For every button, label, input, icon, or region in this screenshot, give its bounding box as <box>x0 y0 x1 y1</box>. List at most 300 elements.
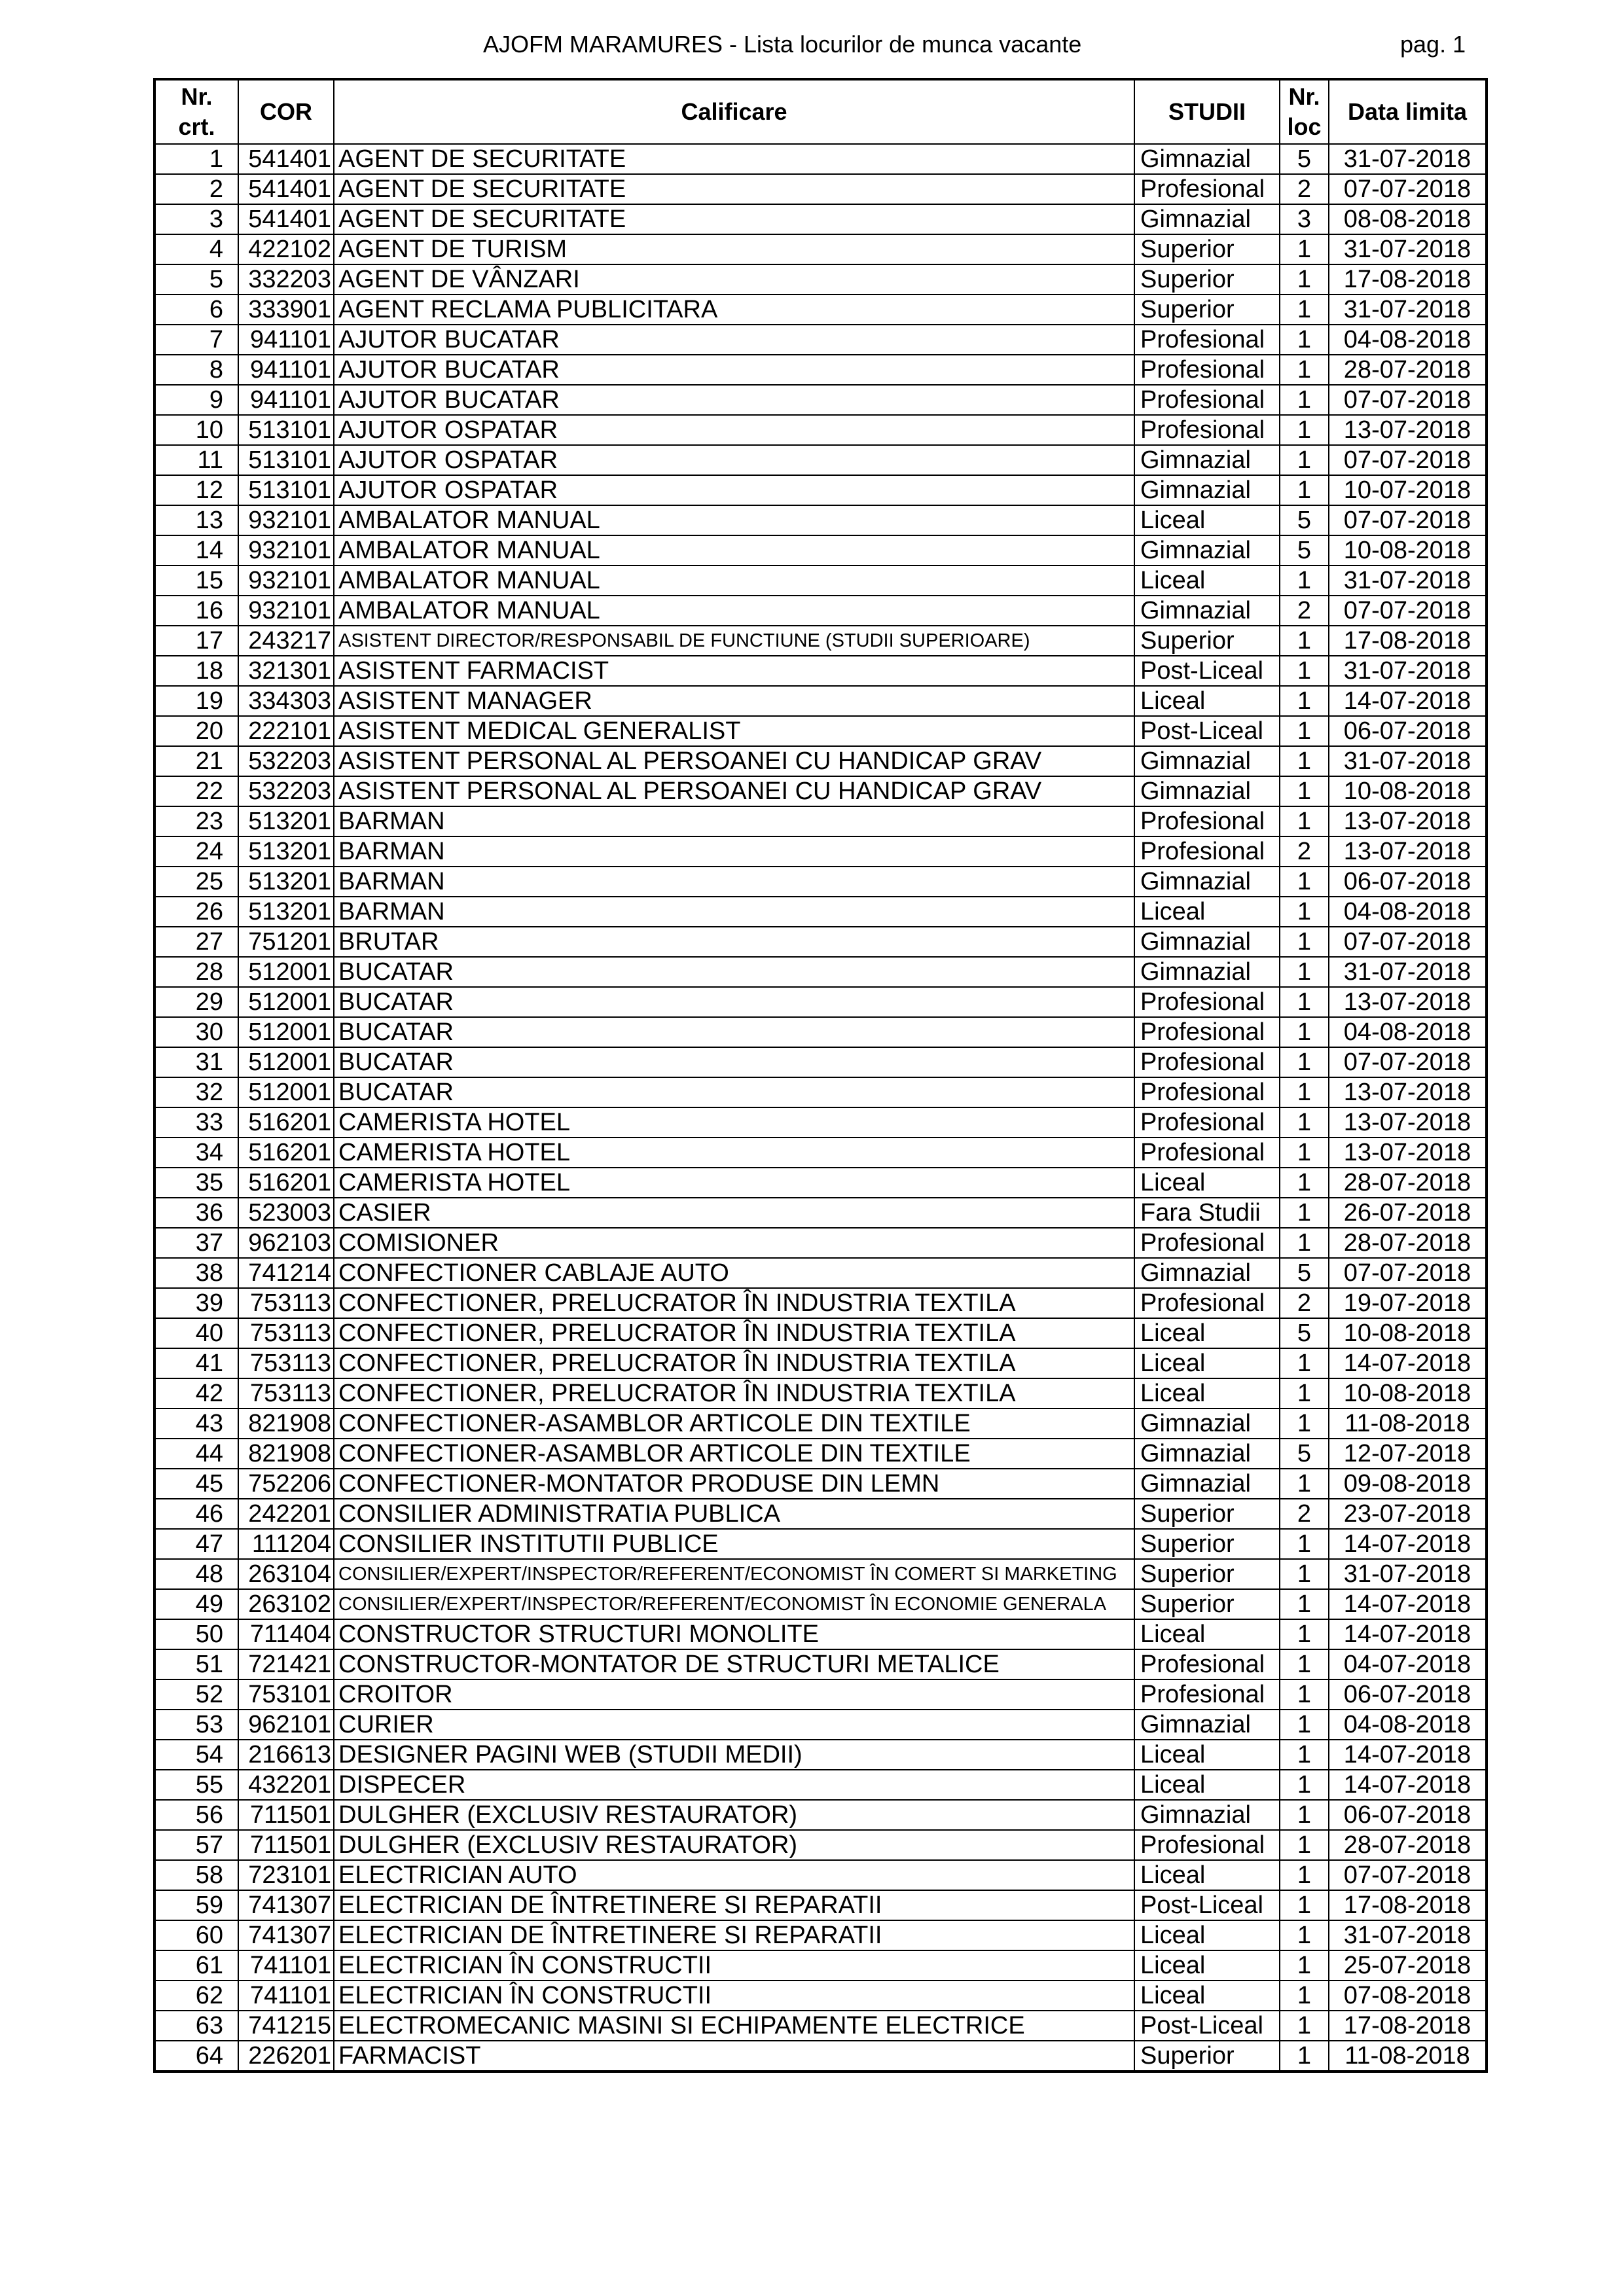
cell-nr-crt: 48 <box>154 1559 238 1589</box>
cell-calificare: BUCATAR <box>334 1017 1134 1047</box>
cell-nr-loc: 1 <box>1280 1228 1329 1258</box>
cell-cor: 333901 <box>238 295 334 325</box>
cell-data-limita: 07-07-2018 <box>1329 927 1487 957</box>
cell-data-limita: 10-07-2018 <box>1329 475 1487 505</box>
cell-data-limita: 07-07-2018 <box>1329 1047 1487 1077</box>
cell-calificare: CONFECTIONER CABLAJE AUTO <box>334 1258 1134 1288</box>
table-row <box>154 415 1487 445</box>
cell-studii: Gimnazial <box>1134 204 1280 234</box>
cell-calificare: CAMERISTA HOTEL <box>334 1138 1134 1168</box>
cell-nr-loc: 2 <box>1280 1499 1329 1529</box>
cell-nr-loc: 1 <box>1280 1378 1329 1408</box>
cell-data-limita: 28-07-2018 <box>1329 1228 1487 1258</box>
cell-calificare: AGENT DE SECURITATE <box>334 174 1134 204</box>
cell-studii: Gimnazial <box>1134 535 1280 565</box>
cell-studii: Post-Liceal <box>1134 1890 1280 1920</box>
cell-nr-crt: 13 <box>154 505 238 535</box>
cell-cor: 752206 <box>238 1469 334 1499</box>
cell-cor: 962103 <box>238 1228 334 1258</box>
cell-nr-loc: 1 <box>1280 1981 1329 2011</box>
cell-calificare: ASISTENT FARMACIST <box>334 656 1134 686</box>
table-row <box>154 656 1487 686</box>
cell-calificare: AMBALATOR MANUAL <box>334 565 1134 596</box>
table-row <box>154 1981 1487 2011</box>
cell-nr-crt: 19 <box>154 686 238 716</box>
cell-nr-crt: 3 <box>154 204 238 234</box>
table-row <box>154 204 1487 234</box>
cell-studii: Superior <box>1134 1499 1280 1529</box>
cell-calificare: AJUTOR BUCATAR <box>334 385 1134 415</box>
cell-calificare: CONFECTIONER-ASAMBLOR ARTICOLE DIN TEXTILE <box>334 1439 1134 1469</box>
cell-studii: Gimnazial <box>1134 445 1280 475</box>
cell-cor: 753113 <box>238 1318 334 1348</box>
cell-cor: 741214 <box>238 1258 334 1288</box>
cell-nr-crt: 42 <box>154 1378 238 1408</box>
cell-cor: 263102 <box>238 1589 334 1619</box>
cell-nr-crt: 20 <box>154 716 238 746</box>
col-header-studii: STUDII <box>1134 79 1280 144</box>
cell-calificare: AJUTOR OSPATAR <box>334 415 1134 445</box>
cell-nr-loc: 1 <box>1280 1348 1329 1378</box>
cell-cor: 751201 <box>238 927 334 957</box>
cell-data-limita: 13-07-2018 <box>1329 1107 1487 1138</box>
cell-cor: 741307 <box>238 1920 334 1950</box>
cell-studii: Liceal <box>1134 1619 1280 1649</box>
cell-data-limita: 14-07-2018 <box>1329 1348 1487 1378</box>
table-row <box>154 1138 1487 1168</box>
cell-calificare: CONSILIER INSTITUTII PUBLICE <box>334 1529 1134 1559</box>
cell-data-limita: 07-07-2018 <box>1329 385 1487 415</box>
cell-studii: Profesional <box>1134 987 1280 1017</box>
table-row <box>154 1679 1487 1710</box>
cell-cor: 821908 <box>238 1439 334 1469</box>
table-row <box>154 1529 1487 1559</box>
cell-nr-loc: 1 <box>1280 867 1329 897</box>
cell-cor: 721421 <box>238 1649 334 1679</box>
cell-data-limita: 14-07-2018 <box>1329 1619 1487 1649</box>
cell-data-limita: 11-08-2018 <box>1329 1408 1487 1439</box>
cell-nr-loc: 2 <box>1280 836 1329 867</box>
cell-data-limita: 07-07-2018 <box>1329 1258 1487 1288</box>
cell-nr-crt: 44 <box>154 1439 238 1469</box>
cell-nr-loc: 1 <box>1280 1559 1329 1589</box>
cell-studii: Profesional <box>1134 1077 1280 1107</box>
cell-nr-loc: 1 <box>1280 264 1329 295</box>
cell-calificare: FARMACIST <box>334 2041 1134 2072</box>
table-row <box>154 1198 1487 1228</box>
table-row <box>154 1348 1487 1378</box>
cell-calificare: AGENT DE SECURITATE <box>334 204 1134 234</box>
table-body <box>154 144 1487 2072</box>
cell-calificare: BUCATAR <box>334 1077 1134 1107</box>
cell-nr-loc: 1 <box>1280 1107 1329 1138</box>
cell-data-limita: 14-07-2018 <box>1329 1740 1487 1770</box>
table-row <box>154 897 1487 927</box>
cell-cor: 432201 <box>238 1770 334 1800</box>
table-row <box>154 1950 1487 1981</box>
cell-nr-loc: 1 <box>1280 1408 1329 1439</box>
cell-nr-loc: 1 <box>1280 1047 1329 1077</box>
cell-nr-loc: 1 <box>1280 445 1329 475</box>
cell-data-limita: 17-08-2018 <box>1329 1890 1487 1920</box>
cell-data-limita: 28-07-2018 <box>1329 355 1487 385</box>
cell-studii: Gimnazial <box>1134 776 1280 806</box>
cell-nr-crt: 24 <box>154 836 238 867</box>
table-row <box>154 144 1487 174</box>
cell-nr-loc: 1 <box>1280 1529 1329 1559</box>
cell-nr-crt: 18 <box>154 656 238 686</box>
cell-data-limita: 10-08-2018 <box>1329 776 1487 806</box>
cell-studii: Liceal <box>1134 1318 1280 1348</box>
cell-nr-crt: 61 <box>154 1950 238 1981</box>
cell-nr-crt: 7 <box>154 325 238 355</box>
cell-studii: Profesional <box>1134 1679 1280 1710</box>
cell-cor: 512001 <box>238 1017 334 1047</box>
cell-data-limita: 13-07-2018 <box>1329 415 1487 445</box>
table-row <box>154 626 1487 656</box>
cell-cor: 513201 <box>238 836 334 867</box>
cell-studii: Profesional <box>1134 1047 1280 1077</box>
cell-data-limita: 07-07-2018 <box>1329 596 1487 626</box>
cell-nr-loc: 1 <box>1280 1168 1329 1198</box>
cell-cor: 516201 <box>238 1138 334 1168</box>
cell-nr-crt: 33 <box>154 1107 238 1138</box>
table-row <box>154 596 1487 626</box>
cell-studii: Gimnazial <box>1134 1469 1280 1499</box>
cell-nr-loc: 5 <box>1280 144 1329 174</box>
cell-studii: Liceal <box>1134 1950 1280 1981</box>
cell-nr-crt: 11 <box>154 445 238 475</box>
cell-nr-crt: 46 <box>154 1499 238 1529</box>
cell-calificare: CONSTRUCTOR-MONTATOR DE STRUCTURI METALICE <box>334 1649 1134 1679</box>
cell-nr-crt: 40 <box>154 1318 238 1348</box>
cell-nr-loc: 1 <box>1280 626 1329 656</box>
cell-nr-crt: 15 <box>154 565 238 596</box>
cell-studii: Liceal <box>1134 686 1280 716</box>
table-row <box>154 505 1487 535</box>
cell-nr-loc: 1 <box>1280 987 1329 1017</box>
cell-nr-crt: 30 <box>154 1017 238 1047</box>
cell-studii: Liceal <box>1134 1860 1280 1890</box>
cell-studii: Gimnazial <box>1134 475 1280 505</box>
cell-nr-crt: 37 <box>154 1228 238 1258</box>
cell-data-limita: 13-07-2018 <box>1329 987 1487 1017</box>
cell-cor: 741215 <box>238 2011 334 2041</box>
cell-studii: Profesional <box>1134 355 1280 385</box>
cell-data-limita: 06-07-2018 <box>1329 1800 1487 1830</box>
cell-calificare: AGENT DE TURISM <box>334 234 1134 264</box>
cell-cor: 111204 <box>238 1529 334 1559</box>
cell-calificare: BARMAN <box>334 867 1134 897</box>
cell-studii: Profesional <box>1134 836 1280 867</box>
cell-cor: 516201 <box>238 1168 334 1198</box>
table-row <box>154 234 1487 264</box>
cell-calificare: ELECTRICIAN AUTO <box>334 1860 1134 1890</box>
cell-studii: Profesional <box>1134 1228 1280 1258</box>
cell-calificare: CASIER <box>334 1198 1134 1228</box>
cell-studii: Superior <box>1134 626 1280 656</box>
cell-nr-loc: 1 <box>1280 716 1329 746</box>
cell-studii: Liceal <box>1134 1770 1280 1800</box>
cell-nr-loc: 1 <box>1280 1198 1329 1228</box>
cell-calificare: ELECTROMECANIC MASINI SI ECHIPAMENTE ELECTRICE <box>334 2011 1134 2041</box>
table-row <box>154 1107 1487 1138</box>
cell-nr-crt: 49 <box>154 1589 238 1619</box>
cell-studii: Profesional <box>1134 385 1280 415</box>
cell-nr-crt: 29 <box>154 987 238 1017</box>
cell-cor: 216613 <box>238 1740 334 1770</box>
cell-studii: Profesional <box>1134 1649 1280 1679</box>
table-row <box>154 1017 1487 1047</box>
cell-studii: Post-Liceal <box>1134 2011 1280 2041</box>
cell-nr-crt: 51 <box>154 1649 238 1679</box>
cell-nr-crt: 10 <box>154 415 238 445</box>
cell-studii: Liceal <box>1134 897 1280 927</box>
cell-nr-crt: 58 <box>154 1860 238 1890</box>
cell-nr-loc: 1 <box>1280 957 1329 987</box>
cell-studii: Liceal <box>1134 1168 1280 1198</box>
cell-calificare: ELECTRICIAN ÎN CONSTRUCTII <box>334 1950 1134 1981</box>
cell-calificare: AJUTOR OSPATAR <box>334 445 1134 475</box>
cell-studii: Liceal <box>1134 1920 1280 1950</box>
cell-cor: 932101 <box>238 565 334 596</box>
cell-nr-crt: 5 <box>154 264 238 295</box>
cell-calificare: COMISIONER <box>334 1228 1134 1258</box>
cell-studii: Superior <box>1134 1559 1280 1589</box>
cell-nr-crt: 16 <box>154 596 238 626</box>
cell-nr-loc: 1 <box>1280 1740 1329 1770</box>
cell-cor: 513201 <box>238 806 334 836</box>
cell-cor: 242201 <box>238 1499 334 1529</box>
cell-calificare: ASISTENT PERSONAL AL PERSOANEI CU HANDICAP GRAV <box>334 746 1134 776</box>
cell-nr-loc: 1 <box>1280 1890 1329 1920</box>
table-header-row <box>154 79 1487 144</box>
table-row <box>154 385 1487 415</box>
cell-nr-crt: 21 <box>154 746 238 776</box>
cell-studii: Gimnazial <box>1134 1258 1280 1288</box>
cell-studii: Superior <box>1134 1589 1280 1619</box>
table-row <box>154 295 1487 325</box>
cell-nr-loc: 1 <box>1280 1800 1329 1830</box>
cell-nr-crt: 52 <box>154 1679 238 1710</box>
cell-studii: Liceal <box>1134 505 1280 535</box>
cell-nr-crt: 34 <box>154 1138 238 1168</box>
cell-data-limita: 23-07-2018 <box>1329 1499 1487 1529</box>
cell-calificare: AJUTOR BUCATAR <box>334 355 1134 385</box>
cell-studii: Superior <box>1134 1529 1280 1559</box>
cell-studii: Post-Liceal <box>1134 716 1280 746</box>
cell-cor: 711501 <box>238 1830 334 1860</box>
cell-data-limita: 06-07-2018 <box>1329 867 1487 897</box>
cell-data-limita: 31-07-2018 <box>1329 957 1487 987</box>
cell-studii: Profesional <box>1134 325 1280 355</box>
table-row <box>154 1710 1487 1740</box>
cell-nr-loc: 1 <box>1280 1619 1329 1649</box>
cell-calificare: CROITOR <box>334 1679 1134 1710</box>
cell-calificare: CONFECTIONER-MONTATOR PRODUSE DIN LEMN <box>334 1469 1134 1499</box>
cell-cor: 741307 <box>238 1890 334 1920</box>
cell-cor: 513201 <box>238 867 334 897</box>
cell-nr-loc: 1 <box>1280 897 1329 927</box>
page-title: AJOFM MARAMURES - Lista locurilor de munca vacante <box>483 31 1082 58</box>
cell-nr-loc: 1 <box>1280 1950 1329 1981</box>
cell-studii: Superior <box>1134 2041 1280 2072</box>
cell-data-limita: 17-08-2018 <box>1329 264 1487 295</box>
cell-nr-loc: 1 <box>1280 1830 1329 1860</box>
cell-cor: 332203 <box>238 264 334 295</box>
table-row <box>154 1288 1487 1318</box>
cell-data-limita: 31-07-2018 <box>1329 1920 1487 1950</box>
cell-nr-crt: 2 <box>154 174 238 204</box>
cell-calificare: BARMAN <box>334 806 1134 836</box>
cell-cor: 334303 <box>238 686 334 716</box>
cell-calificare: AGENT DE VÂNZARI <box>334 264 1134 295</box>
cell-nr-crt: 35 <box>154 1168 238 1198</box>
cell-nr-loc: 2 <box>1280 596 1329 626</box>
cell-cor: 541401 <box>238 144 334 174</box>
cell-cor: 321301 <box>238 656 334 686</box>
table-row <box>154 867 1487 897</box>
table-row <box>154 2041 1487 2072</box>
cell-nr-loc: 1 <box>1280 1589 1329 1619</box>
cell-cor: 962101 <box>238 1710 334 1740</box>
cell-calificare: CONSILIER ADMINISTRATIA PUBLICA <box>334 1499 1134 1529</box>
cell-data-limita: 31-07-2018 <box>1329 565 1487 596</box>
cell-cor: 516201 <box>238 1107 334 1138</box>
cell-nr-crt: 41 <box>154 1348 238 1378</box>
cell-cor: 541401 <box>238 204 334 234</box>
cell-nr-crt: 59 <box>154 1890 238 1920</box>
page-number: pag. 1 <box>1400 31 1466 58</box>
cell-data-limita: 26-07-2018 <box>1329 1198 1487 1228</box>
cell-calificare: ELECTRICIAN DE ÎNTRETINERE SI REPARATII <box>334 1920 1134 1950</box>
table-row <box>154 746 1487 776</box>
cell-calificare: DESIGNER PAGINI WEB (STUDII MEDII) <box>334 1740 1134 1770</box>
table-row <box>154 1258 1487 1288</box>
cell-data-limita: 14-07-2018 <box>1329 1589 1487 1619</box>
cell-nr-loc: 1 <box>1280 1649 1329 1679</box>
table-row <box>154 445 1487 475</box>
table-row <box>154 1589 1487 1619</box>
table-row <box>154 535 1487 565</box>
cell-cor: 226201 <box>238 2041 334 2072</box>
cell-nr-crt: 57 <box>154 1830 238 1860</box>
cell-data-limita: 13-07-2018 <box>1329 836 1487 867</box>
cell-cor: 422102 <box>238 234 334 264</box>
cell-calificare: BUCATAR <box>334 1047 1134 1077</box>
cell-studii: Profesional <box>1134 1288 1280 1318</box>
cell-nr-crt: 23 <box>154 806 238 836</box>
cell-nr-loc: 1 <box>1280 1770 1329 1800</box>
col-header-nr-crt-label: Nr. crt. <box>178 83 215 140</box>
table-row <box>154 1860 1487 1890</box>
cell-calificare: CONSILIER/EXPERT/INSPECTOR/REFERENT/ECONOMIST ÎN COMERT SI MARKETING <box>334 1559 1134 1589</box>
cell-calificare: DULGHER (EXCLUSIV RESTAURATOR) <box>334 1800 1134 1830</box>
cell-data-limita: 04-08-2018 <box>1329 1017 1487 1047</box>
cell-data-limita: 12-07-2018 <box>1329 1439 1487 1469</box>
col-header-nr-loc-label: Nr. loc <box>1287 83 1322 140</box>
table-row <box>154 1559 1487 1589</box>
cell-studii: Superior <box>1134 295 1280 325</box>
cell-data-limita: 31-07-2018 <box>1329 295 1487 325</box>
cell-data-limita: 28-07-2018 <box>1329 1168 1487 1198</box>
cell-cor: 513101 <box>238 415 334 445</box>
cell-nr-crt: 39 <box>154 1288 238 1318</box>
cell-studii: Profesional <box>1134 1830 1280 1860</box>
cell-nr-loc: 5 <box>1280 1258 1329 1288</box>
cell-calificare: DISPECER <box>334 1770 1134 1800</box>
cell-nr-crt: 62 <box>154 1981 238 2011</box>
cell-calificare: CONFECTIONER, PRELUCRATOR ÎN INDUSTRIA TEXTILA <box>334 1378 1134 1408</box>
cell-data-limita: 31-07-2018 <box>1329 746 1487 776</box>
cell-nr-loc: 1 <box>1280 686 1329 716</box>
cell-nr-crt: 45 <box>154 1469 238 1499</box>
cell-calificare: CAMERISTA HOTEL <box>334 1168 1134 1198</box>
cell-studii: Superior <box>1134 264 1280 295</box>
cell-cor: 941101 <box>238 355 334 385</box>
cell-cor: 513201 <box>238 897 334 927</box>
table-row <box>154 1439 1487 1469</box>
cell-nr-loc: 1 <box>1280 565 1329 596</box>
cell-cor: 741101 <box>238 1981 334 2011</box>
cell-calificare: ELECTRICIAN ÎN CONSTRUCTII <box>334 1981 1134 2011</box>
table-row <box>154 836 1487 867</box>
cell-nr-crt: 38 <box>154 1258 238 1288</box>
cell-calificare: ASISTENT DIRECTOR/RESPONSABIL DE FUNCTIUNE (STUDII SUPERIOARE) <box>334 626 1134 656</box>
cell-nr-loc: 1 <box>1280 355 1329 385</box>
cell-studii: Fara Studii <box>1134 1198 1280 1228</box>
cell-calificare: AGENT RECLAMA PUBLICITARA <box>334 295 1134 325</box>
cell-data-limita: 14-07-2018 <box>1329 686 1487 716</box>
table-row <box>154 2011 1487 2041</box>
cell-data-limita: 09-08-2018 <box>1329 1469 1487 1499</box>
cell-nr-loc: 2 <box>1280 1288 1329 1318</box>
cell-nr-loc: 1 <box>1280 2011 1329 2041</box>
cell-data-limita: 04-08-2018 <box>1329 897 1487 927</box>
cell-calificare: BUCATAR <box>334 957 1134 987</box>
cell-nr-loc: 1 <box>1280 1860 1329 1890</box>
cell-cor: 741101 <box>238 1950 334 1981</box>
cell-nr-crt: 4 <box>154 234 238 264</box>
cell-nr-loc: 1 <box>1280 1920 1329 1950</box>
cell-cor: 512001 <box>238 1047 334 1077</box>
cell-data-limita: 31-07-2018 <box>1329 144 1487 174</box>
cell-studii: Liceal <box>1134 565 1280 596</box>
table-row <box>154 355 1487 385</box>
cell-nr-crt: 54 <box>154 1740 238 1770</box>
cell-cor: 523003 <box>238 1198 334 1228</box>
cell-cor: 541401 <box>238 174 334 204</box>
cell-cor: 513101 <box>238 445 334 475</box>
cell-cor: 711501 <box>238 1800 334 1830</box>
cell-data-limita: 07-07-2018 <box>1329 445 1487 475</box>
cell-nr-crt: 27 <box>154 927 238 957</box>
cell-nr-crt: 32 <box>154 1077 238 1107</box>
cell-nr-loc: 1 <box>1280 656 1329 686</box>
cell-studii: Liceal <box>1134 1378 1280 1408</box>
cell-data-limita: 13-07-2018 <box>1329 1138 1487 1168</box>
table-row <box>154 1077 1487 1107</box>
cell-studii: Gimnazial <box>1134 596 1280 626</box>
cell-calificare: ELECTRICIAN DE ÎNTRETINERE SI REPARATII <box>334 1890 1134 1920</box>
cell-data-limita: 08-08-2018 <box>1329 204 1487 234</box>
cell-nr-crt: 53 <box>154 1710 238 1740</box>
cell-cor: 821908 <box>238 1408 334 1439</box>
table-row <box>154 1499 1487 1529</box>
cell-nr-loc: 1 <box>1280 1138 1329 1168</box>
cell-data-limita: 10-08-2018 <box>1329 535 1487 565</box>
cell-data-limita: 17-08-2018 <box>1329 626 1487 656</box>
